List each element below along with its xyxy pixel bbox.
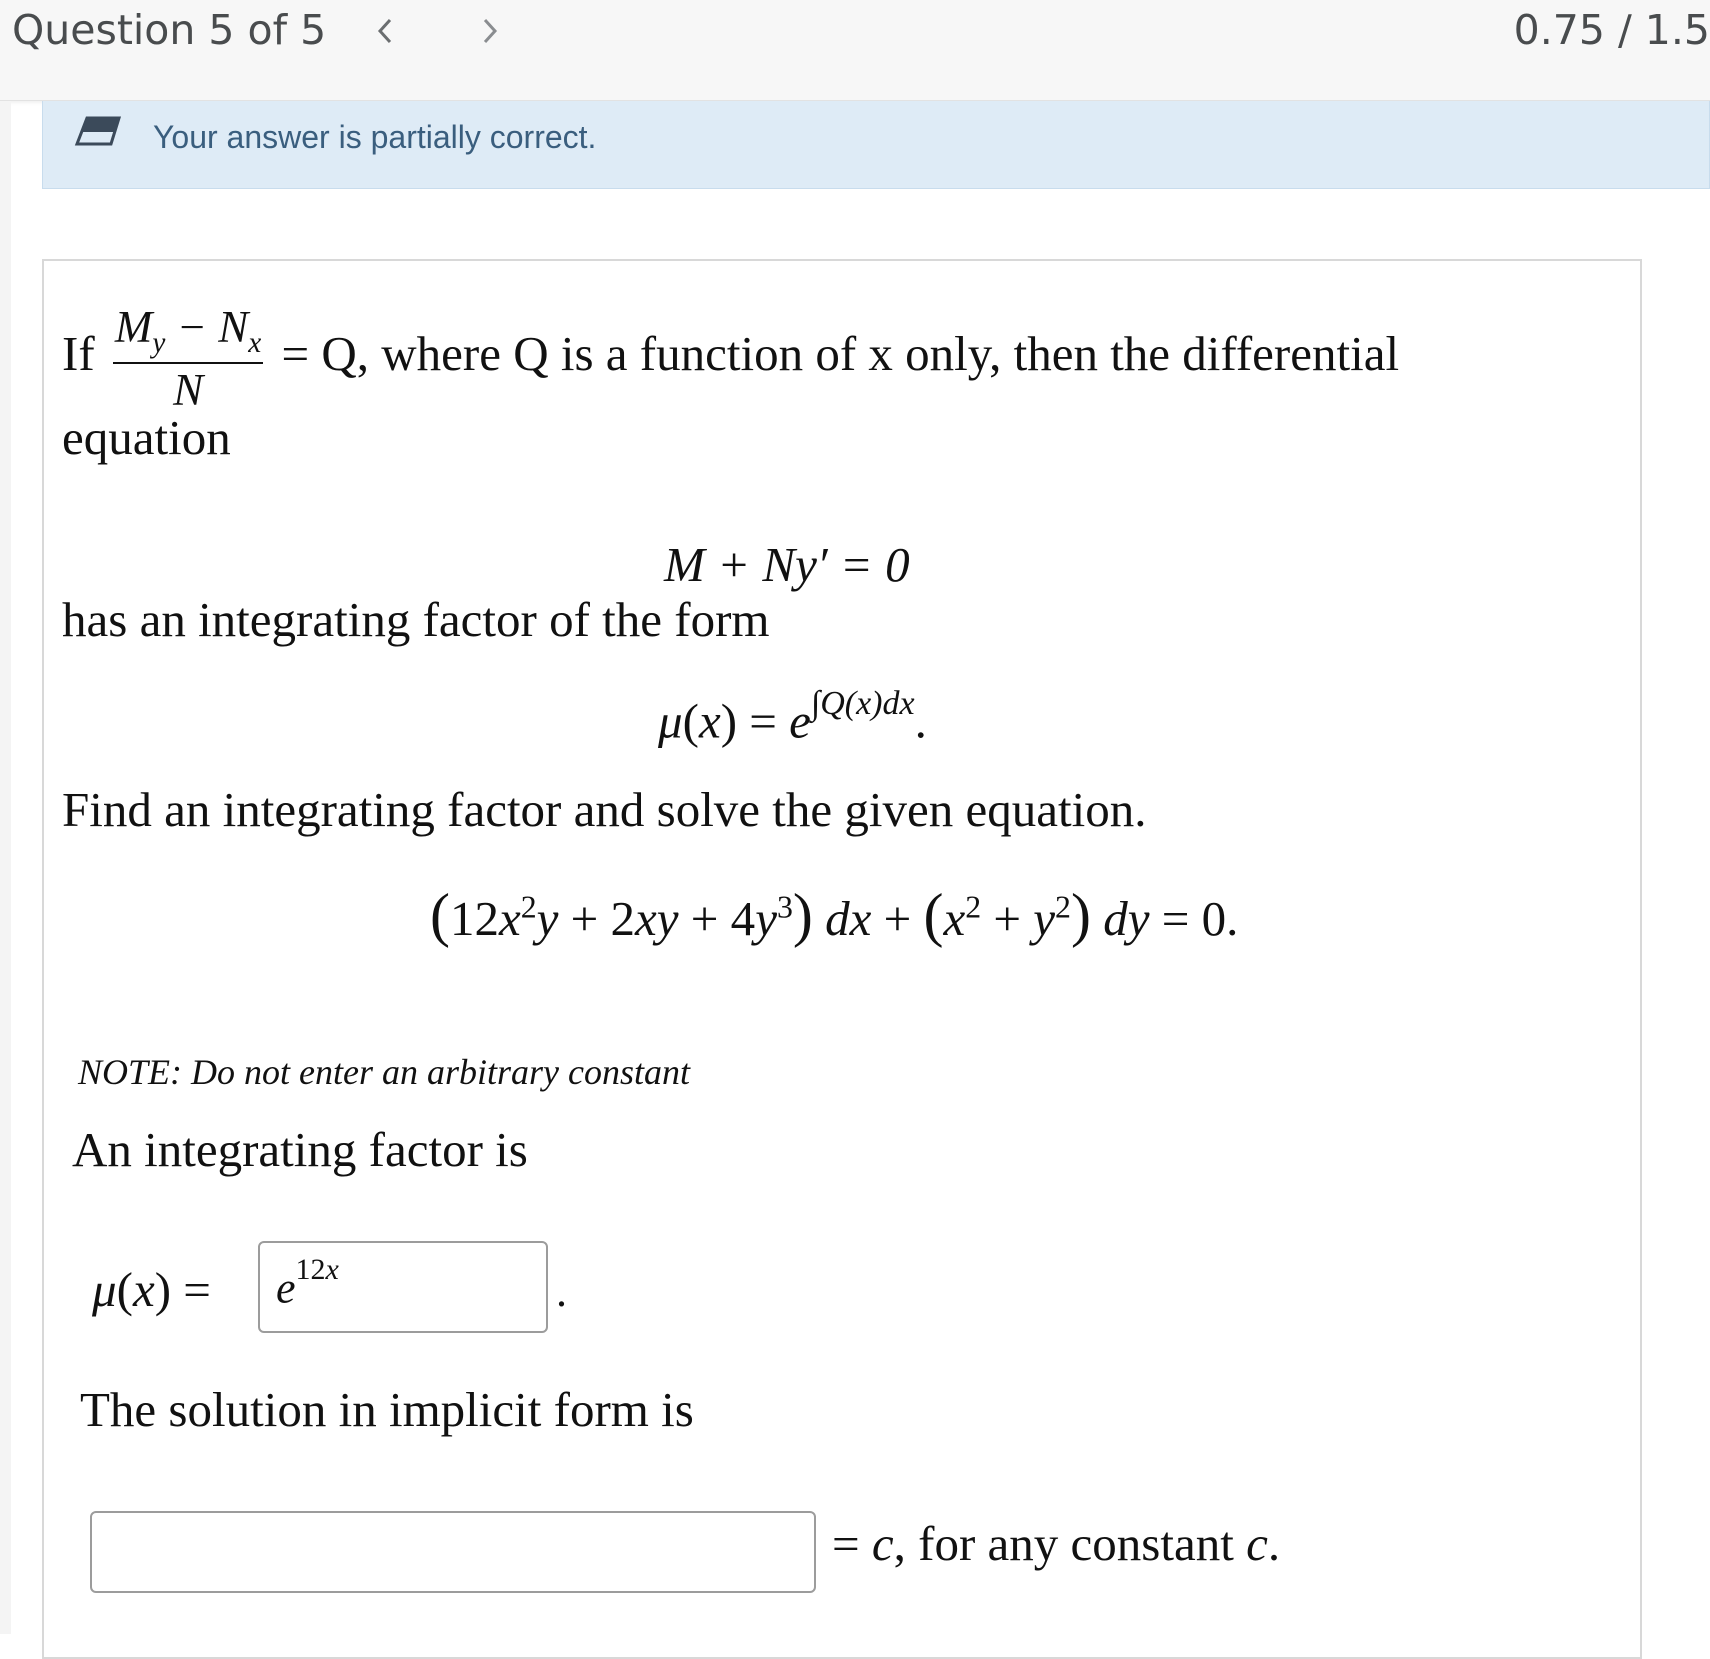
condition-fraction [113,301,263,416]
equation-1: M + Ny′ = 0 [664,537,910,592]
score-display: 0.75 / 1.5 [1513,6,1710,54]
left-gutter [0,101,11,1634]
question-card [42,259,1642,1659]
previous-question-button[interactable] [360,6,410,56]
equation-3: $(12x^2y + 2xy + 4y^3)$ dx + $(x^2 + y^2)$ dy = 0. [430,882,1239,948]
equation-2: $\mu(x) = e^{\int Q(x)dx}$. [658,685,927,749]
intro-rest: = Q, where Q is a function of x only, then the differential [281,325,1400,381]
fraction-denominator: N [173,365,204,415]
note-text: NOTE: Do not enter an arbitrary constant [78,1052,690,1092]
question-header [0,0,1710,101]
implicit-solution-input[interactable] [90,1511,816,1593]
eraser-icon [73,114,123,150]
question-counter: Question 5 of 5 [12,6,327,54]
factor-period: . [556,1267,567,1316]
solution-prompt: The solution in implicit form is [80,1382,694,1437]
problem-line-3: has an integrating factor of the form [62,592,770,647]
fraction-numerator: $M_y - N_x$ [113,301,263,364]
factor-prompt: An integrating factor is [72,1122,528,1177]
factor-lhs: μ(x) = [92,1262,211,1317]
problem-line-1 [62,301,1399,416]
solution-suffix: = c, for any constant c. [832,1516,1281,1571]
chevron-right-icon [479,16,501,46]
integrating-factor-input[interactable] [258,1241,548,1333]
factor-answer: $e^{12x}$ [276,1253,339,1313]
problem-line-4: Find an integrating factor and solve the given equation. [62,782,1147,837]
chevron-left-icon [374,16,396,46]
next-question-button[interactable] [465,6,515,56]
intro-if: If [62,325,95,381]
feedback-banner [42,101,1710,189]
problem-line-2: equation [62,410,231,465]
feedback-message: Your answer is partially correct. [153,119,597,155]
